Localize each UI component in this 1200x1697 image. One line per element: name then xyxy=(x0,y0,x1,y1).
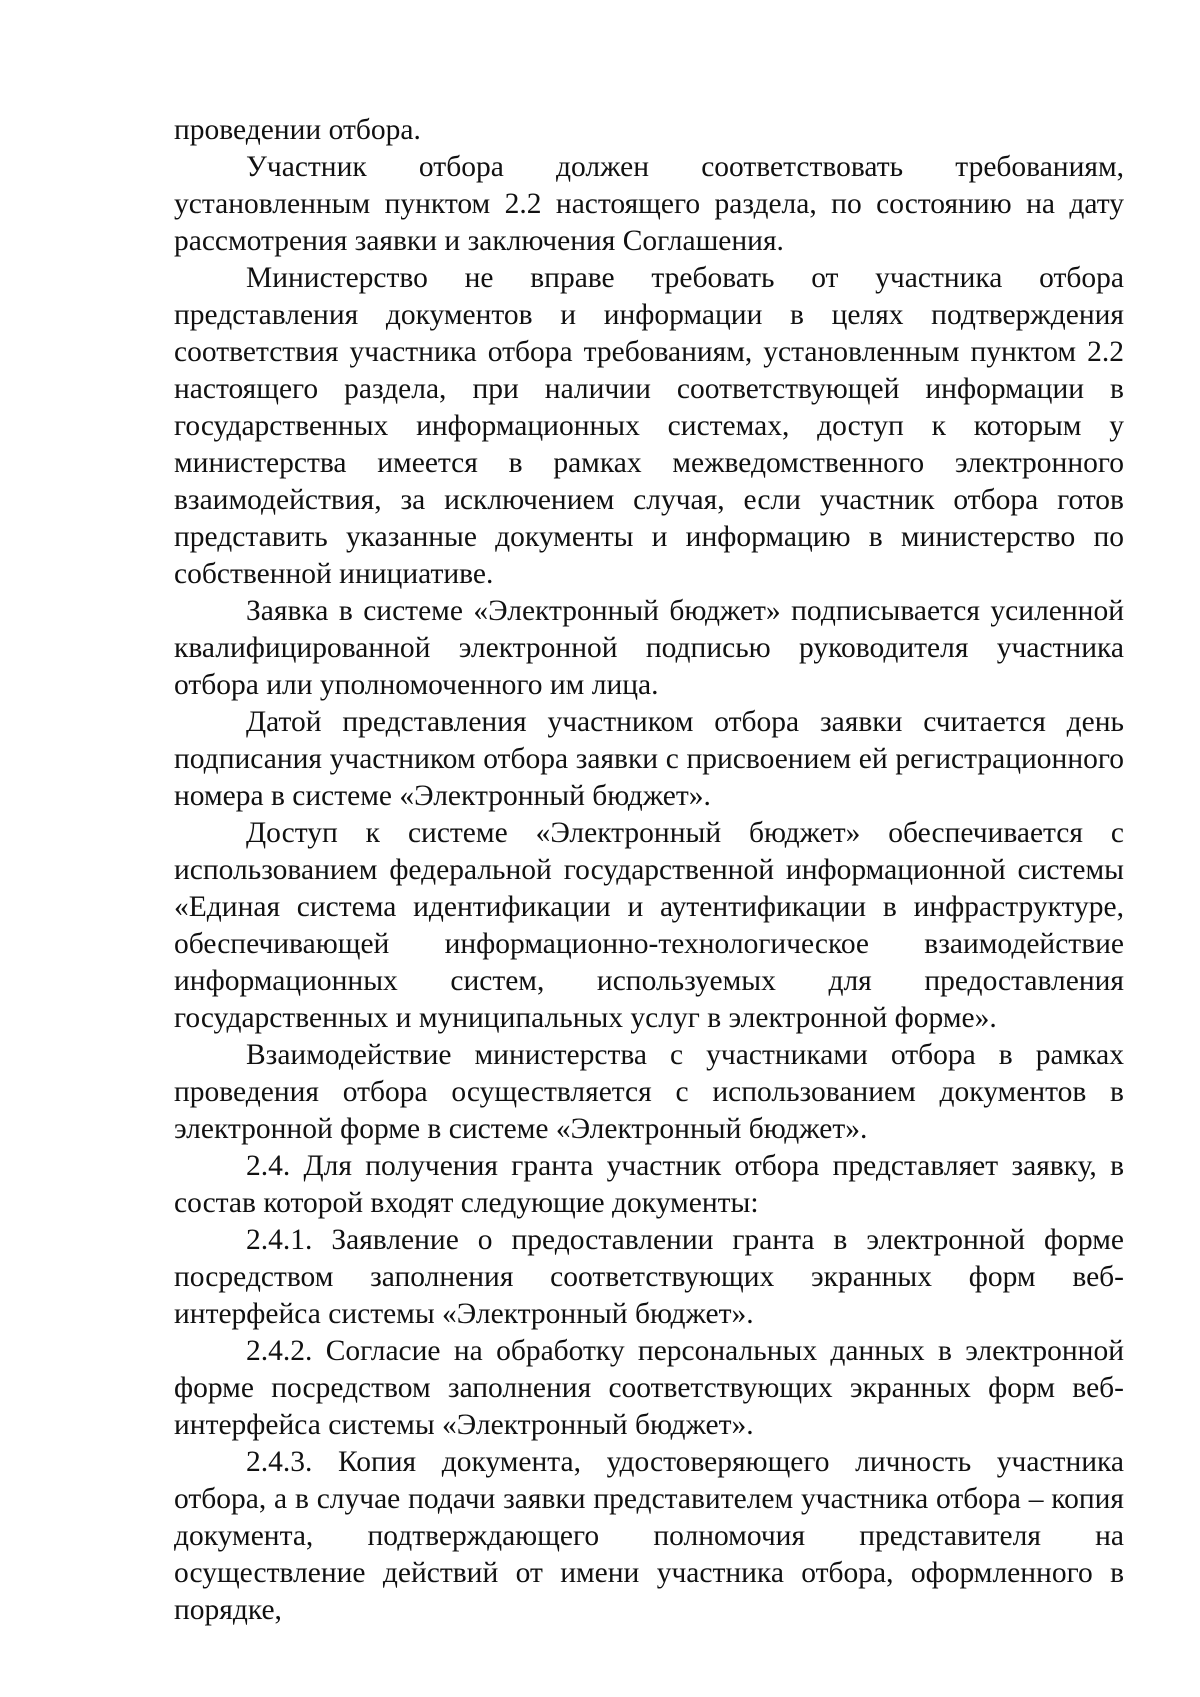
clause-2-4-2: 2.4.2. Согласие на обработку персональных данных в электронной форме посредством заполнения соответствующих экранных форм веб-интерфейса системы «Электронный бюджет». xyxy=(174,1335,1124,1441)
clause-2-4-3: 2.4.3. Копия документа, удостоверяющего личность участника отбора, а в случае подачи заявки представителем участника отбора – копия документа, подтверждающего полномочия представителя на осуществление действий от имени участника отбора, оформленного в порядке, xyxy=(174,1446,1124,1626)
paragraph: Заявка в системе «Электронный бюджет» подписывается усиленной квалифицированной электронной подписью руководителя участника отбора или уполномоченного им лица. xyxy=(174,595,1124,701)
clause-2-4-1: 2.4.1. Заявление о предоставлении гранта в электронной форме посредством заполнения соответствующих экранных форм веб-интерфейса системы «Электронный бюджет». xyxy=(174,1224,1124,1330)
clause-2-4: 2.4. Для получения гранта участник отбора представляет заявку, в состав которой входят следующие документы: xyxy=(174,1150,1124,1219)
paragraph: Датой представления участником отбора заявки считается день подписания участником отбора заявки с присвоением ей регистрационного номера в системе «Электронный бюджет». xyxy=(174,706,1124,812)
paragraph: Взаимодействие министерства с участниками отбора в рамках проведения отбора осуществляется с использованием документов в электронной форме в системе «Электронный бюджет». xyxy=(174,1039,1124,1145)
document-text xyxy=(174,112,1124,1629)
paragraph: Доступ к системе «Электронный бюджет» обеспечивается с использованием федеральной государственной информационной системы «Единая система идентификации и аутентификации в инфраструктуре, обеспечивающей информационно-технологическое взаимодействие информационных систем, используемых для предоставления государственных и муниципальных услуг в электронной форме». xyxy=(174,817,1124,1034)
paragraph: Министерство не вправе требовать от участника отбора представления документов и информации в целях подтверждения соответствия участника отбора требованиям, установленным пунктом 2.2 настоящего раздела, при наличии соответствующей информации в государственных информационных системах, доступ к которым у министерства имеется в рамках межведомственного электронного взаимодействия, за исключением случая, если участник отбора готов представить указанные документы и информацию в министерство по собственной инициативе. xyxy=(174,262,1124,590)
paragraph: Участник отбора должен соответствовать требованиям, установленным пунктом 2.2 настоящего раздела, по состоянию на дату рассмотрения заявки и заключения Соглашения. xyxy=(174,151,1124,257)
paragraph-continuation: проведении отбора. xyxy=(174,114,421,146)
